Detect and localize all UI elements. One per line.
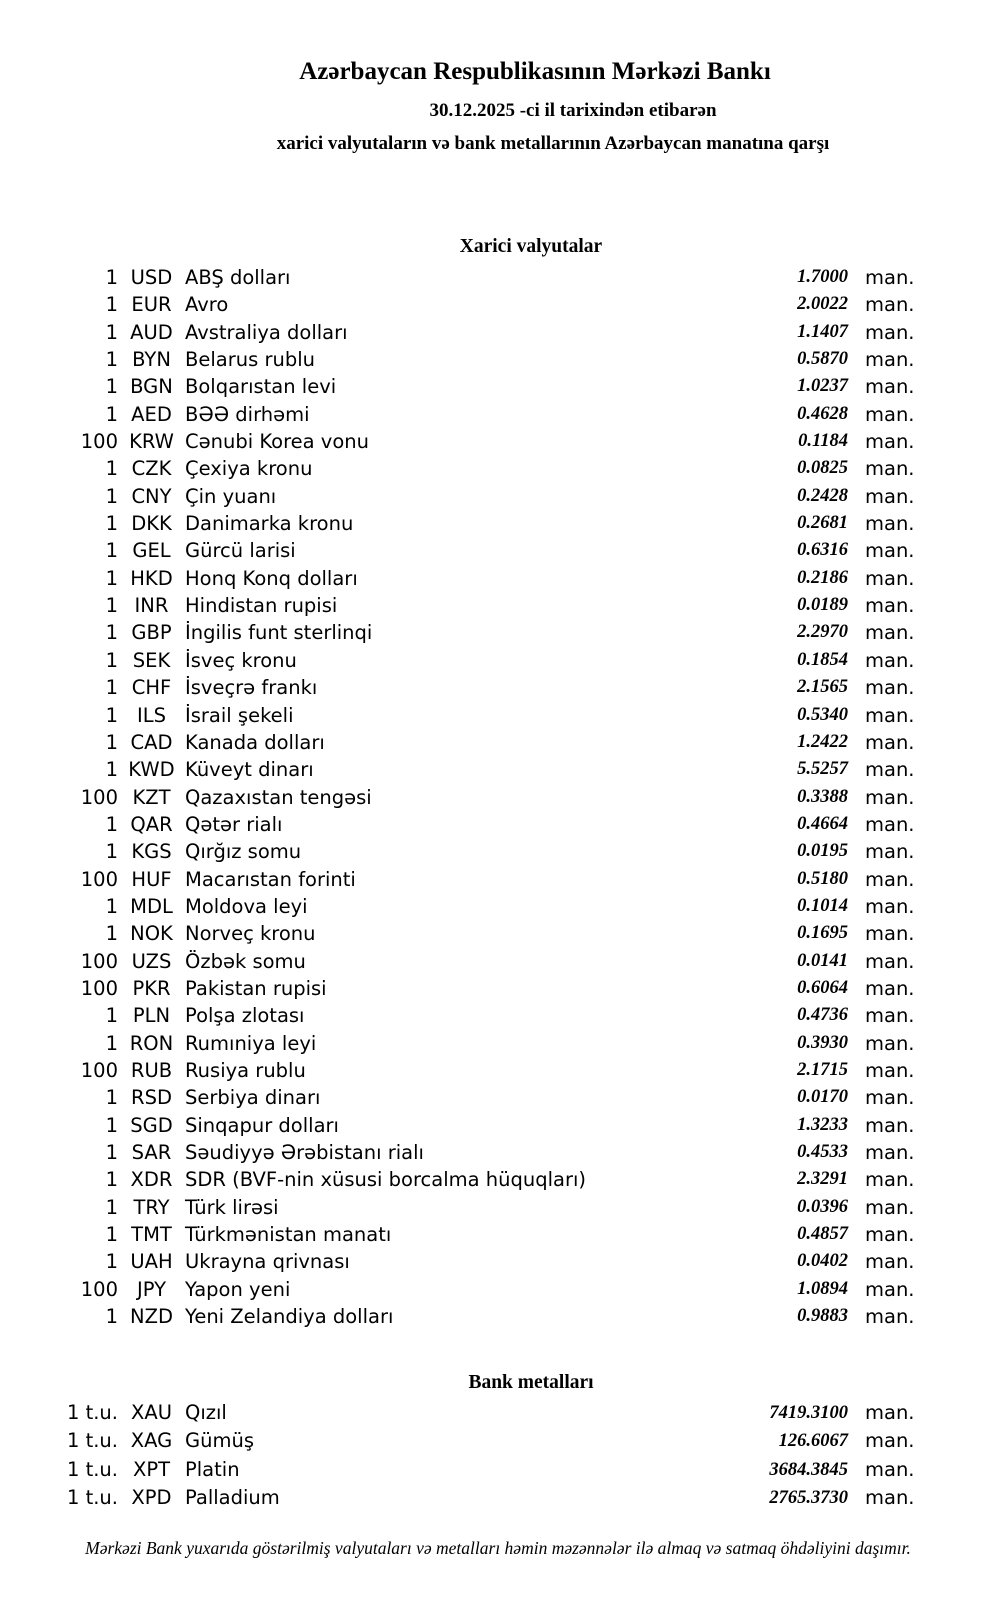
unit-label-USD: man. [865, 266, 915, 289]
currency-name-TMT: Türkmənistan manatı [185, 1223, 392, 1247]
rate-row-USD [0, 264, 915, 291]
currency-code-SGD: SGD [130, 1113, 173, 1137]
unit-label-XAG: man. [865, 1429, 915, 1453]
unit-label-XPT: man. [865, 1457, 915, 1481]
currency-name-RUB: Rusiya rublu [185, 1058, 306, 1082]
currency-code-QAR: QAR [130, 812, 173, 836]
rate-row-XPD [0, 1484, 915, 1512]
rate-value-HUF: 0.5180 [797, 868, 848, 889]
rate-value-PKR: 0.6064 [797, 977, 848, 998]
rate-value-XPT: 3684.3845 [769, 1459, 848, 1480]
unit-label-DKK: man. [865, 512, 915, 536]
rate-value-XAG: 126.6067 [778, 1431, 848, 1452]
rate-row-EUR [0, 291, 915, 318]
unit-label-MDL: man. [865, 894, 915, 918]
quantity-NOK: 1 [105, 922, 118, 946]
rate-value-KRW: 0.1184 [798, 431, 848, 452]
currency-code-UZS: UZS [131, 949, 172, 973]
currency-name-UAH: Ukrayna qrivnası [185, 1250, 350, 1274]
rate-row-BGN [0, 373, 915, 400]
rate-row-KWD [0, 756, 915, 783]
quantity-SAR: 1 [105, 1141, 118, 1164]
quantity-SEK: 1 [105, 648, 118, 672]
unit-label-CZK: man. [865, 457, 915, 481]
currencies-section-title: Xarici valyutalar [459, 236, 603, 257]
currency-name-CHF: İsveçrə frankı [185, 676, 318, 700]
unit-label-EUR: man. [865, 293, 915, 317]
quantity-GEL: 1 [105, 539, 118, 563]
quantity-ILS: 1 [105, 703, 118, 727]
rate-value-RON: 0.3930 [797, 1032, 848, 1053]
currency-name-XPT: Platin [185, 1457, 240, 1481]
rate-row-BYN [0, 346, 915, 373]
rate-value-UZS: 0.0141 [797, 950, 848, 971]
quantity-XDR: 1 [105, 1168, 118, 1192]
rate-row-SGD [0, 1112, 915, 1139]
currency-name-NOK: Norveç kronu [185, 922, 316, 946]
unit-label-AUD: man. [865, 320, 915, 344]
quantity-UZS: 100 [80, 949, 118, 973]
currency-code-XAG: XAG [130, 1429, 173, 1453]
currency-code-EUR: EUR [131, 293, 172, 317]
currency-name-GEL: Gürcü larisi [185, 539, 296, 563]
currency-code-GBP: GBP [131, 621, 172, 645]
currency-name-QAR: Qətər rialı [185, 812, 283, 836]
currency-code-UAH: UAH [130, 1250, 173, 1274]
unit-label-BYN: man. [865, 348, 915, 372]
quantity-KGS: 1 [105, 840, 118, 864]
unit-label-KWD: man. [865, 758, 915, 782]
quantity-EUR: 1 [105, 293, 118, 317]
rate-row-KZT [0, 784, 915, 811]
quantity-USD: 1 [105, 266, 118, 289]
currency-code-PKR: PKR [132, 976, 171, 1000]
rate-value-AED: 0.4628 [797, 403, 848, 424]
currency-code-KRW: KRW [129, 430, 174, 454]
rate-value-BYN: 0.5870 [797, 349, 848, 370]
currency-code-TMT: TMT [131, 1223, 172, 1247]
currency-name-HUF: Macarıstan forinti [185, 867, 356, 891]
currency-name-XAU: Qızıl [185, 1401, 227, 1424]
unit-label-KZT: man. [865, 785, 915, 809]
currency-name-USD: ABŞ dolları [185, 266, 291, 289]
unit-label-BGN: man. [865, 375, 915, 399]
rate-value-BGN: 1.0237 [797, 376, 848, 397]
unit-label-KRW: man. [865, 430, 915, 454]
unit-label-ILS: man. [865, 703, 915, 727]
rate-row-QAR [0, 811, 915, 838]
quantity-SGD: 1 [105, 1113, 118, 1137]
currency-name-UZS: Özbək somu [185, 949, 306, 973]
unit-label-RSD: man. [865, 1086, 915, 1110]
quantity-UAH: 1 [105, 1250, 118, 1274]
rate-row-HKD [0, 565, 915, 592]
currency-name-RON: Rumıniya leyi [185, 1031, 317, 1055]
currency-code-KGS: KGS [131, 840, 172, 864]
rate-row-HUF [0, 866, 915, 893]
currency-code-NZD: NZD [130, 1305, 173, 1329]
rate-row-JPY [0, 1276, 915, 1303]
rate-value-XPD: 2765.3730 [769, 1487, 848, 1508]
rate-row-GEL [0, 537, 915, 564]
currency-code-XAU: XAU [131, 1401, 172, 1424]
currency-name-DKK: Danimarka kronu [185, 512, 354, 536]
rate-row-KRW [0, 428, 915, 455]
currency-code-KZT: KZT [132, 785, 171, 809]
metals-table [0, 1399, 915, 1512]
currency-name-ILS: İsrail şekeli [185, 703, 294, 727]
quantity-CZK: 1 [105, 457, 118, 481]
rate-value-SEK: 0.1854 [797, 649, 848, 670]
currency-name-XPD: Palladium [185, 1485, 280, 1509]
unit-label-NZD: man. [865, 1305, 915, 1329]
currency-code-HUF: HUF [131, 867, 172, 891]
unit-label-CNY: man. [865, 484, 915, 508]
rate-row-TRY [0, 1194, 915, 1221]
currency-name-MDL: Moldova leyi [185, 894, 308, 918]
quantity-KWD: 1 [105, 758, 118, 782]
currency-code-JPY: JPY [137, 1277, 166, 1301]
rate-row-CHF [0, 674, 915, 701]
currency-code-NOK: NOK [130, 922, 173, 946]
rate-value-TRY: 0.0396 [797, 1196, 848, 1217]
quantity-RON: 1 [105, 1031, 118, 1055]
rate-row-XPT [0, 1456, 915, 1484]
rate-value-GBP: 2.2970 [797, 622, 848, 643]
unit-label-UAH: man. [865, 1250, 915, 1274]
rate-value-AUD: 1.1407 [797, 321, 848, 342]
footer-disclaimer: Mərkəzi Bank yuxarıda göstərilmiş valyutaları və metalları həmin məzənnələr ilə almaq və satmaq öhdəliyini daşımır. [85, 1538, 911, 1558]
unit-label-KGS: man. [865, 840, 915, 864]
currency-code-CNY: CNY [131, 484, 172, 508]
currency-name-BGN: Bolqarıstan levi [185, 375, 337, 399]
quantity-XPD: 1 t.u. [66, 1485, 118, 1509]
currency-code-CHF: CHF [131, 676, 172, 700]
rate-row-NOK [0, 920, 915, 947]
rate-row-CNY [0, 483, 915, 510]
rate-row-SEK [0, 647, 915, 674]
rate-row-AUD [0, 319, 915, 346]
currency-name-PLN: Polşa zlotası [185, 1004, 305, 1028]
rate-row-GBP [0, 619, 915, 646]
currency-name-INR: Hindistan rupisi [185, 594, 338, 618]
quantity-PKR: 100 [80, 976, 118, 1000]
unit-label-INR: man. [865, 594, 915, 618]
rate-value-UAH: 0.0402 [797, 1251, 848, 1272]
rate-row-MDL [0, 893, 915, 920]
currency-name-SAR: Səudiyyə Ərəbistanı rialı [185, 1141, 424, 1164]
quantity-TMT: 1 [105, 1223, 118, 1247]
rate-value-USD: 1.7000 [797, 267, 848, 287]
quantity-XAG: 1 t.u. [66, 1429, 118, 1453]
rate-value-XAU: 7419.3100 [769, 1403, 848, 1423]
quantity-BYN: 1 [105, 348, 118, 372]
rate-value-JPY: 1.0894 [797, 1278, 848, 1299]
quantity-XAU: 1 t.u. [66, 1401, 118, 1424]
currency-code-SEK: SEK [132, 648, 171, 672]
currency-code-AED: AED [131, 402, 172, 426]
rate-value-QAR: 0.4664 [797, 813, 848, 834]
quantity-XPT: 1 t.u. [66, 1457, 118, 1481]
unit-label-XAU: man. [865, 1401, 915, 1424]
quantity-QAR: 1 [105, 812, 118, 836]
currency-name-BYN: Belarus rublu [185, 348, 316, 372]
unit-label-JPY: man. [865, 1277, 915, 1301]
rate-value-RSD: 0.0170 [797, 1087, 848, 1108]
rate-value-SGD: 1.3233 [797, 1114, 848, 1135]
rate-value-KZT: 0.3388 [797, 786, 848, 807]
unit-label-CHF: man. [865, 676, 915, 700]
rate-value-CNY: 0.2428 [797, 485, 848, 506]
currency-name-NZD: Yeni Zelandiya dolları [185, 1305, 394, 1329]
unit-label-GEL: man. [865, 539, 915, 563]
quantity-HUF: 100 [80, 867, 118, 891]
currency-name-RSD: Serbiya dinarı [185, 1086, 321, 1110]
unit-label-RUB: man. [865, 1058, 915, 1082]
currency-code-BGN: BGN [130, 375, 173, 399]
quantity-NZD: 1 [105, 1305, 118, 1329]
currency-code-XPD: XPD [131, 1485, 172, 1509]
currency-name-GBP: İngilis funt sterlinqi [185, 621, 373, 645]
page-subtitle: xarici valyutaların və bank metallarının Azərbaycan manatına qarşı [276, 133, 830, 154]
rate-row-RSD [0, 1084, 915, 1111]
currency-name-TRY: Türk lirəsi [185, 1195, 279, 1219]
rate-row-XAU [0, 1399, 915, 1427]
currency-code-PLN: PLN [132, 1004, 171, 1028]
rate-value-INR: 0.0189 [797, 595, 848, 616]
rate-value-RUB: 2.1715 [797, 1059, 848, 1080]
currency-code-XPT: XPT [132, 1457, 171, 1481]
rate-row-DKK [0, 510, 915, 537]
currency-code-SAR: SAR [131, 1141, 172, 1164]
unit-label-RON: man. [865, 1031, 915, 1055]
rate-row-PKR [0, 975, 915, 1002]
unit-label-AED: man. [865, 402, 915, 426]
unit-label-HUF: man. [865, 867, 915, 891]
rate-row-RON [0, 1030, 915, 1057]
unit-label-QAR: man. [865, 812, 915, 836]
rate-value-CAD: 1.2422 [797, 731, 848, 752]
quantity-JPY: 100 [80, 1277, 118, 1301]
currency-name-AED: BƏƏ dirhəmi [185, 402, 310, 426]
currency-code-GEL: GEL [132, 539, 171, 563]
rate-value-XDR: 2.3291 [797, 1169, 848, 1190]
quantity-KZT: 100 [80, 785, 118, 809]
rate-row-AED [0, 401, 915, 428]
rate-value-KGS: 0.0195 [797, 841, 848, 862]
currency-code-RON: RON [129, 1031, 174, 1055]
rate-row-CAD [0, 729, 915, 756]
rate-value-DKK: 0.2681 [797, 513, 848, 534]
rate-row-RUB [0, 1057, 915, 1084]
rate-row-ILS [0, 702, 915, 729]
quantity-AED: 1 [105, 402, 118, 426]
currency-name-SEK: İsveç kronu [185, 648, 297, 672]
unit-label-SAR: man. [865, 1141, 915, 1164]
currency-code-MDL: MDL [130, 894, 173, 918]
quantity-HKD: 1 [105, 566, 118, 590]
effective-date-line: 30.12.2025 -ci il tarixindən etibarən [429, 100, 717, 121]
quantity-CHF: 1 [105, 676, 118, 700]
currency-name-SGD: Sinqapur dolları [185, 1113, 339, 1137]
unit-label-CAD: man. [865, 730, 915, 754]
rate-value-NOK: 0.1695 [797, 923, 848, 944]
unit-label-PKR: man. [865, 976, 915, 1000]
currency-code-RSD: RSD [131, 1086, 172, 1110]
currency-code-XDR: XDR [130, 1168, 173, 1192]
rate-value-CZK: 0.0825 [797, 458, 848, 479]
quantity-KRW: 100 [80, 430, 118, 454]
currency-code-ILS: ILS [137, 703, 166, 727]
currency-name-KWD: Küveyt dinarı [185, 758, 314, 782]
currency-code-TRY: TRY [133, 1195, 170, 1219]
currency-name-CZK: Çexiya kronu [185, 457, 313, 481]
quantity-MDL: 1 [105, 894, 118, 918]
unit-label-SEK: man. [865, 648, 915, 672]
currency-name-KZT: Qazaxıstan tengəsi [185, 785, 372, 809]
rate-value-HKD: 0.2186 [797, 567, 848, 588]
quantity-PLN: 1 [105, 1004, 118, 1028]
currency-code-RUB: RUB [130, 1058, 173, 1082]
quantity-CAD: 1 [105, 730, 118, 754]
unit-label-XPD: man. [865, 1485, 915, 1509]
quantity-RUB: 100 [80, 1058, 118, 1082]
quantity-TRY: 1 [105, 1195, 118, 1219]
page-title: Azərbaycan Respublikasının Mərkəzi Bankı [299, 58, 771, 85]
currency-code-KWD: KWD [128, 758, 175, 782]
currency-name-AUD: Avstraliya dolları [185, 320, 348, 344]
unit-label-GBP: man. [865, 621, 915, 645]
unit-label-TRY: man. [865, 1195, 915, 1219]
rate-value-NZD: 0.9883 [797, 1306, 848, 1327]
rate-row-INR [0, 592, 915, 619]
currency-code-AUD: AUD [130, 320, 173, 344]
unit-label-XDR: man. [865, 1168, 915, 1192]
rate-row-UZS [0, 948, 915, 975]
currency-name-XAG: Gümüş [185, 1429, 254, 1453]
currency-code-HKD: HKD [130, 566, 173, 590]
rate-value-MDL: 0.1014 [797, 895, 848, 916]
unit-label-UZS: man. [865, 949, 915, 973]
rate-row-XAG [0, 1427, 915, 1455]
currency-name-JPY: Yapon yeni [185, 1277, 291, 1301]
currency-code-CZK: CZK [131, 457, 172, 481]
quantity-INR: 1 [105, 594, 118, 618]
rate-value-TMT: 0.4857 [797, 1224, 848, 1245]
rate-value-CHF: 2.1565 [797, 677, 848, 698]
currencies-table [0, 264, 915, 1330]
rate-row-CZK [0, 455, 915, 482]
currency-name-XDR: SDR (BVF-nin xüsusi borcalma hüquqları) [185, 1168, 587, 1192]
rate-value-GEL: 0.6316 [797, 540, 848, 561]
currency-code-USD: USD [130, 266, 173, 289]
rate-value-SAR: 0.4533 [797, 1142, 848, 1162]
currency-code-BYN: BYN [132, 348, 171, 372]
rate-row-UAH [0, 1248, 915, 1275]
metals-section-title: Bank metalları [468, 1372, 594, 1393]
rate-row-XDR [0, 1166, 915, 1193]
quantity-AUD: 1 [105, 320, 118, 344]
quantity-RSD: 1 [105, 1086, 118, 1110]
quantity-GBP: 1 [105, 621, 118, 645]
rate-row-KGS [0, 838, 915, 865]
currency-name-PKR: Pakistan rupisi [185, 976, 327, 1000]
currency-code-CAD: CAD [130, 730, 173, 754]
currency-name-CAD: Kanada dolları [185, 730, 325, 754]
currency-name-CNY: Çin yuanı [185, 484, 277, 508]
unit-label-SGD: man. [865, 1113, 915, 1137]
unit-label-PLN: man. [865, 1004, 915, 1028]
rate-value-EUR: 2.0022 [797, 294, 848, 315]
quantity-DKK: 1 [105, 512, 118, 536]
rate-row-PLN [0, 1002, 915, 1029]
rate-value-ILS: 0.5340 [797, 704, 848, 725]
rate-row-NZD [0, 1303, 915, 1330]
rate-row-SAR [0, 1139, 915, 1166]
quantity-BGN: 1 [105, 375, 118, 399]
unit-label-TMT: man. [865, 1223, 915, 1247]
currency-code-INR: INR [134, 594, 169, 618]
rate-value-KWD: 5.5257 [797, 759, 848, 780]
unit-label-NOK: man. [865, 922, 915, 946]
currency-name-EUR: Avro [185, 293, 229, 317]
currency-name-HKD: Honq Konq dolları [185, 566, 358, 590]
currency-name-KRW: Cənubi Korea vonu [185, 430, 369, 454]
quantity-CNY: 1 [105, 484, 118, 508]
currency-name-KGS: Qırğız somu [185, 840, 302, 864]
rate-value-PLN: 0.4736 [797, 1005, 848, 1026]
unit-label-HKD: man. [865, 566, 915, 590]
rate-row-TMT [0, 1221, 915, 1248]
currency-code-DKK: DKK [131, 512, 172, 536]
